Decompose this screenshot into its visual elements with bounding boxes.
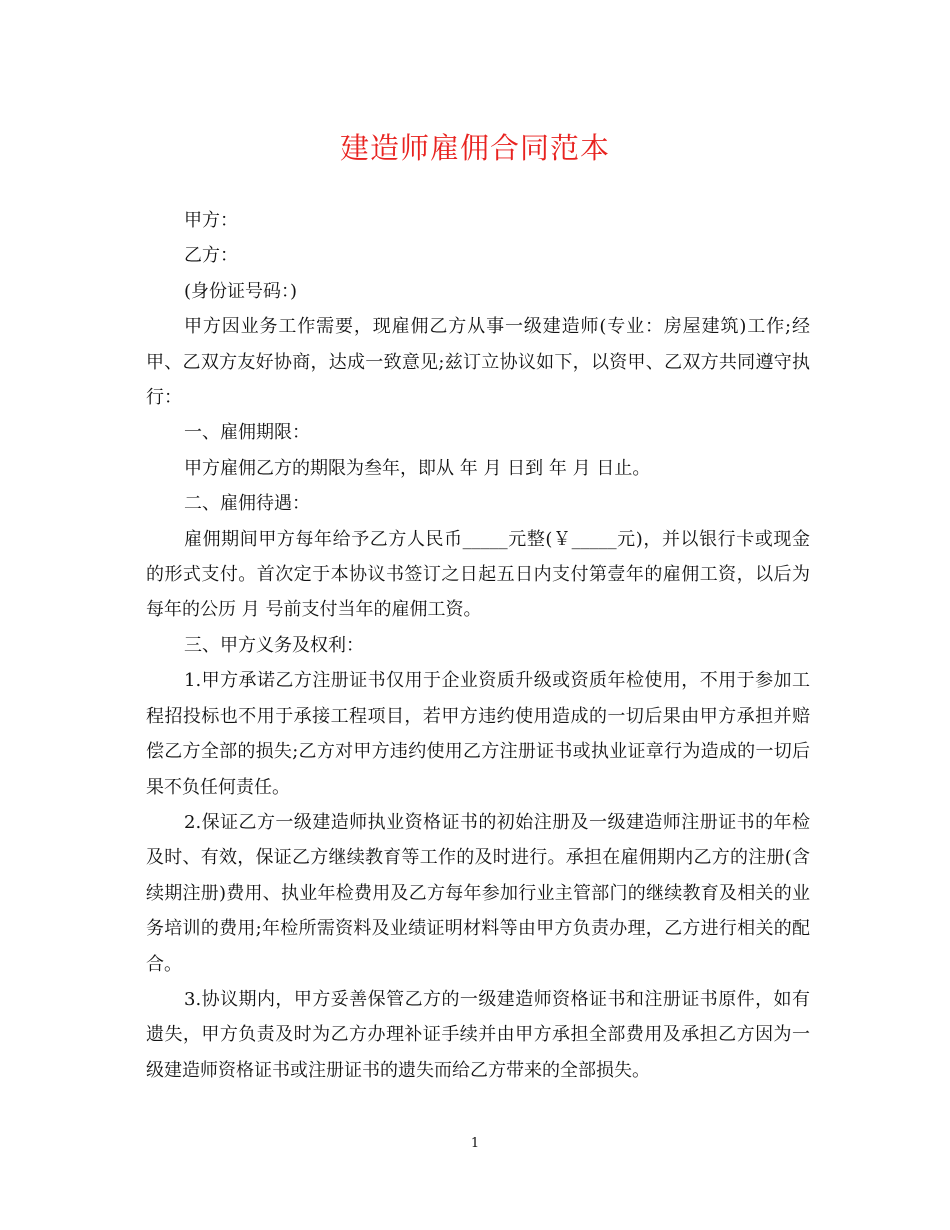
document-title: 建造师雇佣合同范本	[339, 131, 610, 165]
party-a-line: 甲方：	[184, 210, 238, 231]
preamble-paragraph: 甲方因业务工作需要，现雇佣乙方从事一级建造师(专业：房屋建筑)工作;经甲、乙双方友好协商，达成一致意见;兹订立协议如下，以资甲、乙双方共同遵守执行：	[146, 316, 810, 409]
id-number-line: (身份证号码：)	[184, 280, 298, 302]
term-paragraph: 甲方雇佣乙方的期限为叁年，即从 年 月 日到 年 月 日止。	[184, 457, 651, 479]
section-heading-compensation: 二、雇佣待遇：	[184, 493, 310, 515]
party-b-line: 乙方：	[184, 245, 238, 267]
page-number: 1	[470, 1136, 480, 1151]
document-body	[146, 203, 810, 1088]
compensation-paragraph: 雇佣期间甲方每年给予乙方人民币_____元整(￥_____元)，并以银行卡或现金的形式支付。首次定于本协议书签订之日起五日内支付第壹年的雇佣工资，以后为每年的公历 月 号前支付当年的雇佣工资。	[146, 528, 810, 621]
section-heading-term: 一、雇佣期限：	[184, 422, 310, 444]
section-heading-party-a-duties: 三、甲方义务及权利：	[184, 634, 364, 656]
duty-clause-1: 1.甲方承诺乙方注册证书仅用于企业资质升级或资质年检使用，不用于参加工程招投标也不用于承接工程项目，若甲方违约使用造成的一切后果由甲方承担并赔偿乙方全部的损失;乙方对甲方违约使用乙方注册证书或执业证章行为造成的一切后果不负任何责任。	[146, 670, 810, 798]
duty-clause-3: 3.协议期内，甲方妥善保管乙方的一级建造师资格证书和注册证书原件，如有遗失，甲方负责及时为乙方办理补证手续并由甲方承担全部费用及承担乙方因为一级建造师资格证书或注册证书的遗失而给乙方带来的全部损失。	[146, 988, 810, 1081]
duty-clause-2: 2.保证乙方一级建造师执业资格证书的初始注册及一级建造师注册证书的年检及时、有效，保证乙方继续教育等工作的及时进行。承担在雇佣期内乙方的注册(含续期注册)费用、执业年检费用及乙方每年参加行业主管部门的继续教育及相关的业务培训的费用;年检所需资料及业绩证明材料等由甲方负责办理，乙方进行相关的配合。	[146, 811, 810, 975]
